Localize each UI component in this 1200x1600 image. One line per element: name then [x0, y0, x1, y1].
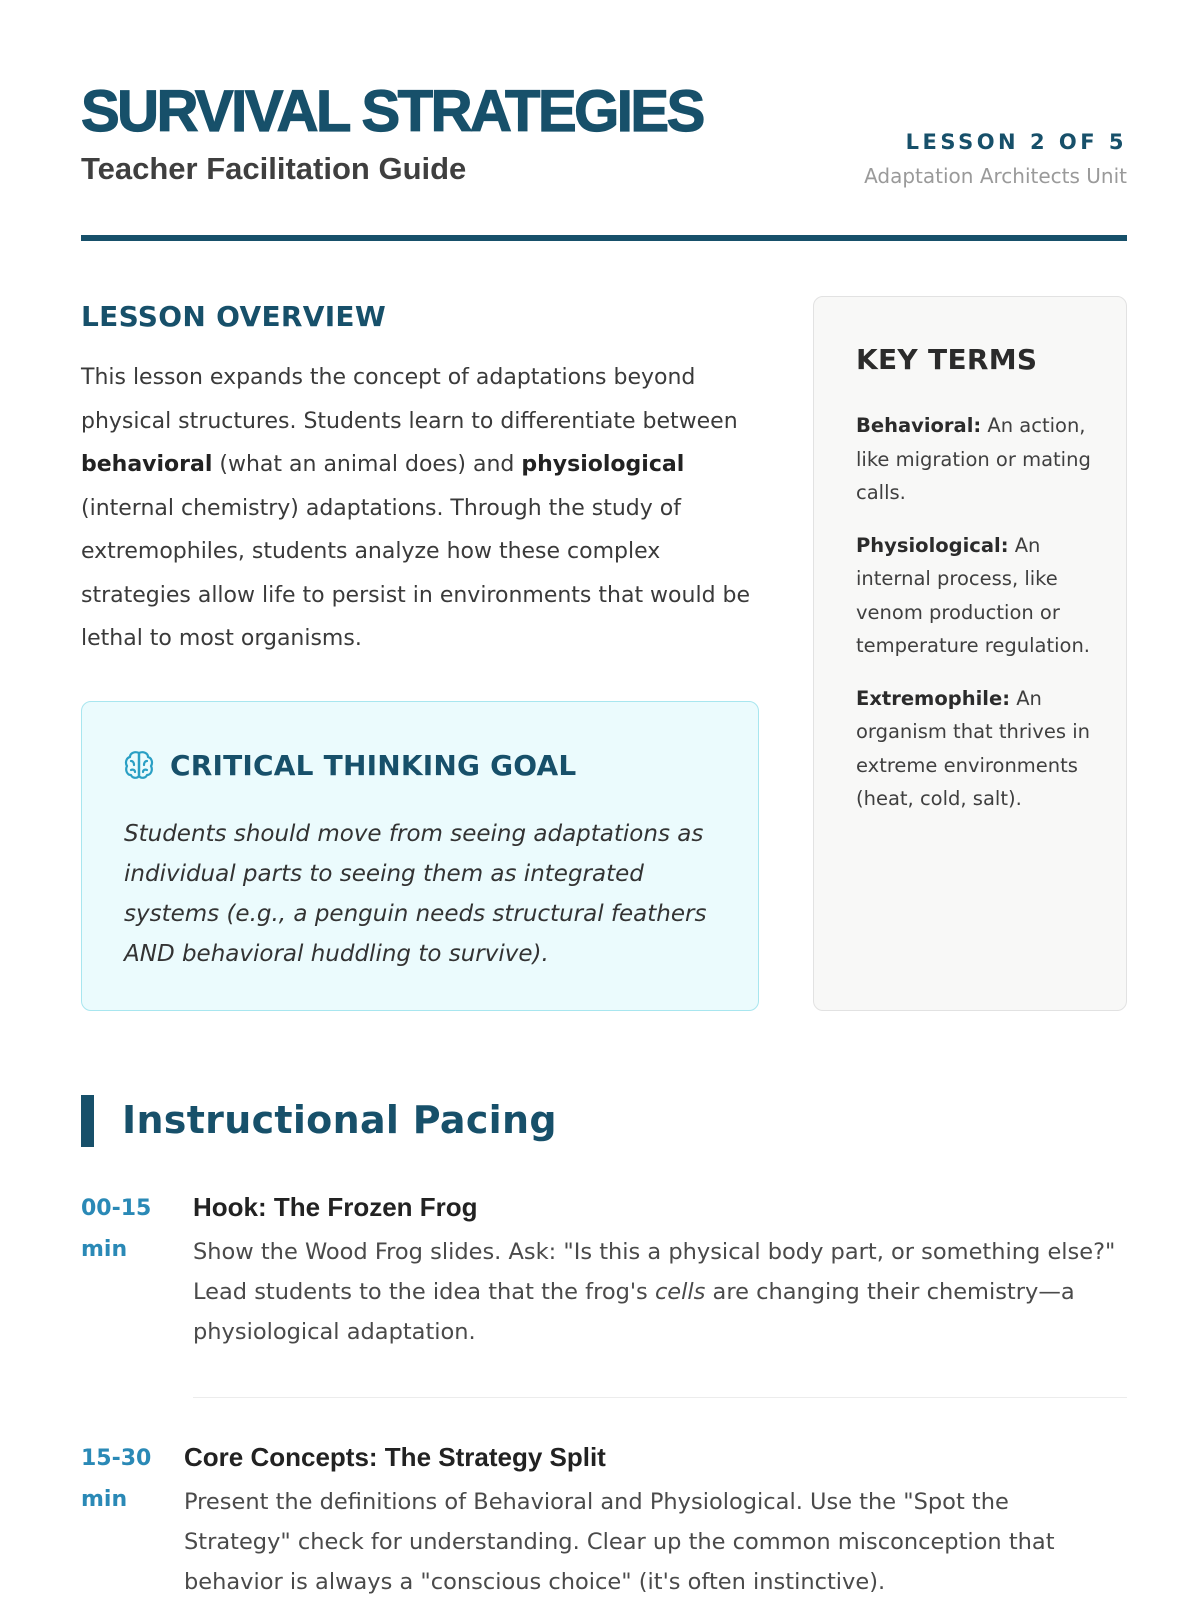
term-physiological: physiological: [521, 452, 685, 477]
critical-thinking-title: CRITICAL THINKING GOAL: [170, 748, 577, 782]
pacing-time: 00-15 min: [81, 1196, 152, 1262]
key-term-item: Extremophile: An organism that thrives in extreme environments (heat, cold, salt).: [856, 686, 1090, 810]
critical-thinking-text: Students should move from seeing adaptations as individual parts to seeing them as integrated systems (e.g., a penguin needs structural feathers AND behavioral huddling to survive).: [124, 821, 707, 967]
key-term-item: Physiological: An internal process, like venom production or temperature regulation.: [856, 533, 1091, 657]
unit-name: Adaptation Architects Unit: [864, 164, 1127, 188]
lesson-number: LESSON 2 OF 5: [905, 130, 1127, 154]
pacing-accent-bar: [81, 1095, 94, 1147]
header-divider: [81, 235, 1127, 241]
key-term-item: Behavioral: An action, like migration or mating calls.: [856, 414, 1091, 504]
pacing-title: Core Concepts: The Strategy Split: [184, 1442, 606, 1472]
overview-heading: LESSON OVERVIEW: [81, 300, 387, 333]
page-title: SURVIVAL STRATEGIES: [81, 79, 703, 144]
pacing-heading: Instructional Pacing: [122, 1098, 557, 1142]
pacing-time: 15-30 min: [81, 1446, 152, 1512]
pacing-divider: [193, 1397, 1127, 1398]
pacing-description: Show the Wood Frog slides. Ask: "Is this a physical body part, or something else?" Lead students to the idea that the frog's cells are changing their chemistry—a physiological adaptation.: [193, 1239, 1116, 1345]
term-behavioral: behavioral: [81, 452, 213, 477]
critical-thinking-header: [122, 748, 576, 782]
key-terms-title: KEY TERMS: [856, 343, 1038, 376]
overview-text: This lesson expands the concept of adaptations beyond physical structures. Students learn to differentiate between behavioral (what an animal does) and physiological (internal chemistry) adaptations. Through the study of extremophiles, students analyze how these complex strategies allow life to persist in environments that would be lethal to most organisms.: [81, 365, 751, 651]
key-terms-box: [813, 296, 1127, 1011]
critical-thinking-box: [81, 701, 759, 1011]
pacing-row: [81, 1438, 1127, 1600]
key-terms-list: [856, 409, 1096, 835]
brain-icon: [122, 748, 156, 782]
pacing-description: Present the definitions of Behavioral and Physiological. Use the "Spot the Strategy" check for understanding. Clear up the common misconception that behavior is always a "conscious choice" (it's often instinctive).: [184, 1489, 1055, 1595]
pacing-row: [81, 1188, 1127, 1408]
pacing-title: Hook: The Frozen Frog: [193, 1192, 478, 1222]
page-subtitle: Teacher Facilitation Guide: [81, 151, 467, 186]
